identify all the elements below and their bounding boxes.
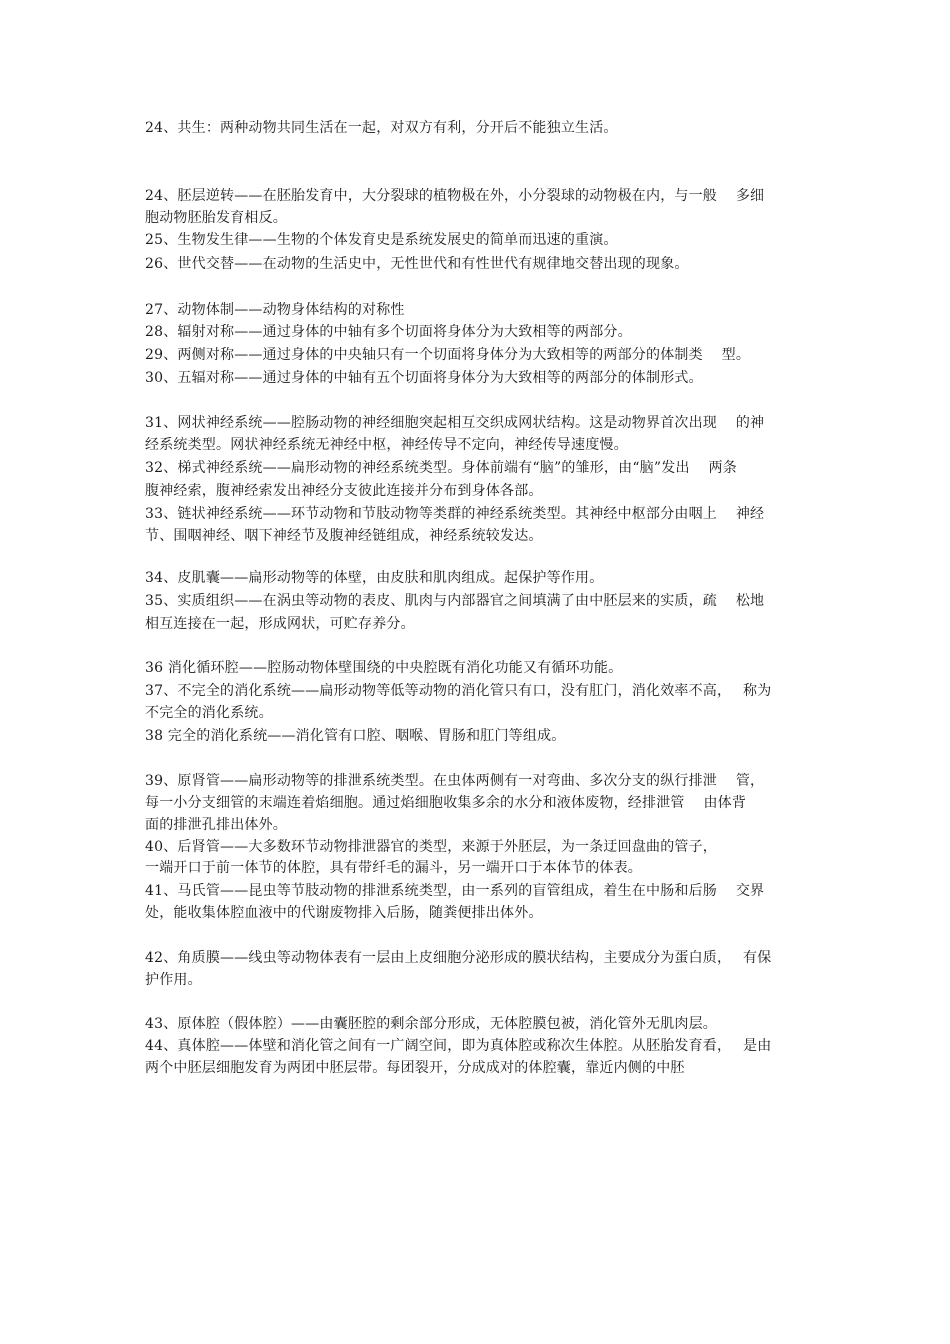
text-line: 41、马氏管——昆虫等节肢动物的排泄系统类型，由一系列的盲管组成，着生在中肠和后肠 交界: [145, 883, 765, 899]
text-line: 26、世代交替——在动物的生活史中，无性世代和有性世代有规律地交替出现的现象。: [145, 256, 689, 272]
text-line: 一端开口于前一体节的体腔，具有带纤毛的漏斗，另一端开口于本体节的体表。: [145, 860, 642, 876]
text-line: 不完全的消化系统。: [145, 705, 273, 721]
text-line: 38 完全的消化系统——消化管有口腔、咽喉、胃肠和肛门等组成。: [145, 728, 566, 744]
text-line: 31、网状神经系统——腔肠动物的神经细胞突起相互交织成网状结构。这是动物界首次出现 的神: [145, 415, 765, 431]
text-line: 28、辐射对称——通过身体的中轴有多个切面将身体分为大致相等的两部分。: [145, 324, 632, 340]
text-line: 腹神经索，腹神经索发出神经分支彼此连接并分布到身体各部。: [145, 483, 543, 499]
text-line: 处，能收集体腔血液中的代谢废物排入后肠，随粪便排出体外。: [145, 905, 543, 921]
text-line: 27、动物体制——动物身体结构的对称性: [145, 302, 405, 318]
text-line: 29、两侧对称——通过身体的中央轴只有一个切面将身体分为大致相等的两部分的体制类 型。: [145, 347, 751, 363]
text-line: 42、角质膜——线虫等动物体表有一层由上皮细胞分泌形成的膜状结构，主要成分为蛋白质， 有保: [145, 950, 772, 966]
text-line: 39、原肾管——扁形动物等的排泄系统类型。在虫体两侧有一对弯曲、多次分支的纵行排泄 管，: [145, 773, 765, 789]
text-line: 33、链状神经系统——环节动物和节肢动物等类群的神经系统类型。其神经中枢部分由咽上 神经: [145, 506, 765, 522]
text-line: 经系统类型。网状神经系统无神经中枢，神经传导不定向，神经传导速度慢。: [145, 437, 628, 453]
text-line: 30、五辐对称——通过身体的中轴有五个切面将身体分为大致相等的两部分的体制形式。: [145, 370, 703, 386]
text-line: 节、围咽神经、咽下神经节及腹神经链组成，神经系统较发达。: [145, 528, 543, 544]
text-line: 两个中胚层细胞发育为两团中胚层带。每团裂开，分成成对的体腔囊，靠近内侧的中胚: [145, 1060, 685, 1076]
text-line: 43、原体腔（假体腔）——由囊胚腔的剩余部分形成，无体腔膜包被，消化管外无肌肉层。: [145, 1016, 718, 1032]
text-line: 25、生物发生律——生物的个体发育史是系统发展史的简单而迅速的重演。: [145, 232, 618, 248]
text-line: 24、共生：两种动物共同生活在一起，对双方有利，分开后不能独立生活。: [145, 120, 618, 136]
text-line: 32、梯式神经系统——扁形动物的神经系统类型。身体前端有“脑”的雏形，由“脑”发出 两条: [145, 460, 737, 476]
text-line: 相互连接在一起，形成网状，可贮存养分。: [145, 616, 415, 632]
text-line: 护作用。: [145, 972, 202, 988]
text-line: 40、后肾管——大多数环节动物排泄器官的类型，来源于外胚层，为一条迂回盘曲的管子，: [145, 839, 718, 855]
text-line: 胞动物胚胎发育相反。: [145, 210, 287, 226]
text-line: 24、胚层逆转——在胚胎发育中，大分裂球的植物极在外，小分裂球的动物极在内，与一般 多细: [145, 188, 765, 204]
text-line: 35、实质组织——在涡虫等动物的表皮、肌肉与内部器官之间填满了由中胚层来的实质，疏 松地: [145, 593, 765, 609]
text-line: 34、皮肌囊——扁形动物等的体壁，由皮肤和肌肉组成。起保护等作用。: [145, 570, 604, 586]
text-line: 面的排泄孔排出体外。: [145, 817, 287, 833]
text-line: 36 消化循环腔——腔肠动物体壁围绕的中央腔既有消化功能又有循环功能。: [145, 660, 623, 676]
text-line: 每一小分支细管的末端连着焰细胞。通过焰细胞收集多余的水分和液体废物，经排泄管 由体背: [145, 795, 747, 811]
text-line: 37、不完全的消化系统——扁形动物等低等动物的消化管只有口，没有肛门，消化效率不高， 称为: [145, 683, 772, 699]
text-line: 44、真体腔——体壁和消化管之间有一广阔空间，即为真体腔或称次生体腔。从胚胎发育看， 是由: [145, 1038, 772, 1054]
